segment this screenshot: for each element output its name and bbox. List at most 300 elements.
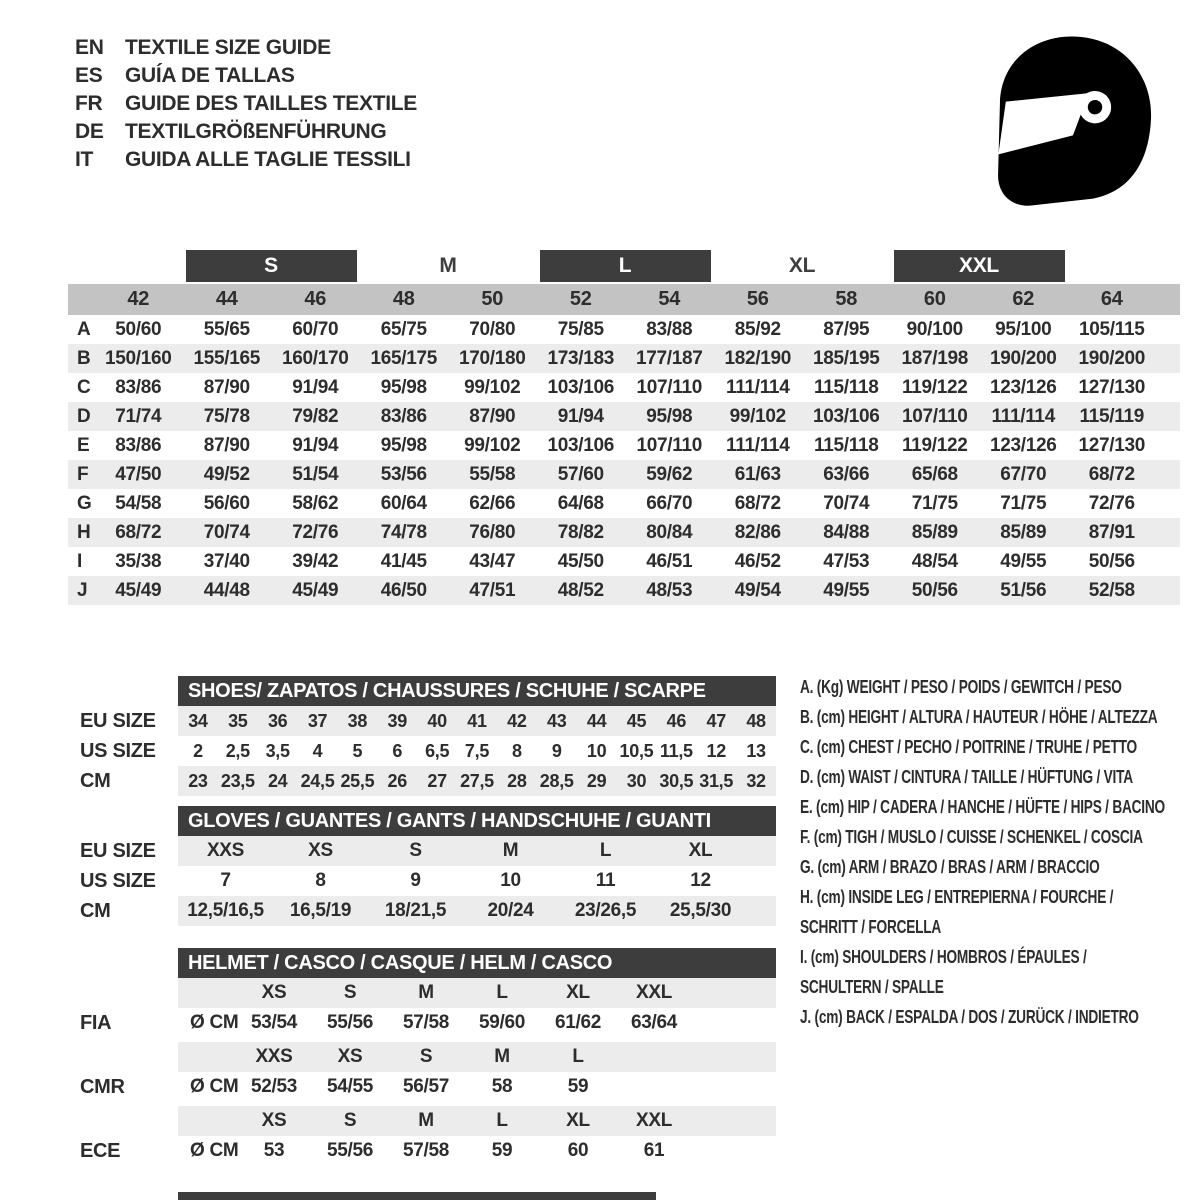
diameter-label: Ø CM (190, 1140, 239, 1161)
cell-value: 44 (586, 710, 607, 731)
size-value: 63/66 (823, 463, 870, 485)
row-letter: H (77, 521, 91, 543)
size-value: 79/82 (292, 405, 339, 427)
size-row-F (68, 460, 1180, 489)
size-value: 65/68 (911, 463, 958, 485)
size-value: 49/54 (734, 579, 781, 601)
cell-value: 28,5 (539, 770, 574, 791)
size-value: 190/200 (989, 347, 1057, 369)
size-value: 99/102 (729, 405, 786, 427)
size-value: 46/50 (380, 579, 427, 601)
size-value: 190/200 (1078, 347, 1146, 369)
size-row-I (68, 547, 1180, 576)
cell-value: 38 (347, 710, 368, 731)
helmet-values-row-cmr (80, 1072, 780, 1102)
helmet-title: HELMET / CASCO / CASQUE / HELM / CASCO (178, 948, 776, 978)
cell-value: 56/57 (402, 1076, 450, 1097)
gloves-row (80, 896, 780, 926)
size-column-header: 62 (1012, 288, 1035, 310)
cutoff-header-bar (178, 1192, 656, 1200)
helmet-size-header: XXS (255, 1046, 293, 1067)
size-value: 95/98 (380, 434, 427, 456)
cell-value: 39 (387, 710, 407, 731)
shoes-table (80, 676, 780, 796)
size-value: 85/89 (1000, 521, 1047, 543)
gloves-cells (178, 866, 776, 896)
size-value: 83/86 (115, 376, 162, 398)
size-value: 99/102 (464, 376, 521, 398)
cell-value: 63/64 (630, 1012, 678, 1033)
size-value: 64/68 (557, 492, 604, 514)
size-value: 48/52 (557, 579, 604, 601)
size-value: 115/118 (814, 434, 879, 456)
size-value: 78/82 (557, 521, 604, 543)
size-column-header: 54 (658, 288, 681, 310)
size-value: 46/51 (646, 550, 693, 572)
size-value: 123/126 (989, 376, 1057, 398)
cell-value: 28 (507, 770, 527, 791)
cell-value: 30 (626, 770, 647, 791)
cell-value: 23,5 (220, 770, 255, 791)
cell-value: 31,5 (699, 770, 734, 791)
size-value: 45/49 (292, 579, 339, 601)
size-value: 111/114 (726, 376, 790, 398)
size-value: 103/106 (812, 405, 880, 427)
language-title: TEXTILGRÖßENFÜHRUNG (125, 120, 387, 143)
cell-value: 41 (467, 710, 487, 731)
helmet-size-header: XL (566, 1110, 590, 1131)
cell-value: 30,5 (659, 770, 694, 791)
size-column-header: 46 (304, 288, 327, 310)
textile-size-table (68, 250, 1180, 605)
shoes-row (80, 736, 780, 766)
cell-value: 12 (706, 740, 726, 761)
size-value: 50/60 (115, 318, 162, 340)
size-row-B (68, 344, 1180, 373)
language-title: GUÍA DE TALLAS (125, 64, 295, 87)
cell-value: 6 (392, 740, 403, 761)
row-label: CM (80, 769, 111, 792)
row-label: US SIZE (80, 869, 156, 892)
helmet-values-row-fia (80, 1008, 780, 1038)
size-band-l: L (540, 250, 711, 282)
cell-value: 10 (586, 740, 607, 761)
cell-value: 6,5 (425, 740, 450, 761)
row-letter: E (77, 434, 90, 456)
size-value: 50/56 (911, 579, 958, 601)
language-code: FR (75, 92, 103, 115)
cell-value: 45 (626, 710, 647, 731)
size-value: 185/195 (812, 347, 880, 369)
helmet-size-header: L (496, 1110, 508, 1131)
size-value: 91/94 (292, 434, 339, 456)
helmet-size-table (80, 948, 780, 1166)
size-value: 48/54 (911, 550, 958, 572)
cell-value: 13 (746, 740, 766, 761)
row-letter: A (77, 318, 91, 340)
size-value: 165/175 (370, 347, 438, 369)
cell-value: 57/58 (402, 1140, 450, 1161)
size-value: 91/94 (557, 405, 604, 427)
size-value: 55/58 (469, 463, 516, 485)
size-band-row (68, 250, 1180, 282)
size-value: 83/88 (646, 318, 693, 340)
size-value: 115/118 (814, 376, 879, 398)
size-value: 91/94 (292, 376, 339, 398)
cell-value: 35 (228, 710, 248, 731)
legend-item-B: B. (cm) HEIGHT / ALTURA / HAUTEUR / HÖHE / ALTEZZA (800, 707, 1158, 727)
size-value: 62/66 (469, 492, 516, 514)
size-column-header: 48 (392, 288, 415, 310)
size-value: 67/70 (1000, 463, 1047, 485)
size-column-header: 50 (481, 288, 504, 310)
size-value: 54/58 (115, 492, 162, 514)
size-value: 61/63 (734, 463, 781, 485)
gloves-rows (80, 836, 780, 926)
legend-item-H-cont: SCHRITT / FORCELLA (800, 917, 942, 937)
size-value: 103/106 (547, 434, 615, 456)
cell-value: 8 (512, 740, 522, 761)
cell-value: 36 (267, 710, 288, 731)
size-row-A (68, 315, 1180, 344)
size-row-H (68, 518, 1180, 547)
size-value: 119/122 (901, 434, 968, 456)
helmet-size-header: M (418, 1110, 434, 1131)
size-value: 49/52 (203, 463, 250, 485)
size-value: 72/76 (292, 521, 339, 543)
size-value: 119/122 (901, 376, 968, 398)
size-value: 70/74 (203, 521, 250, 543)
size-value: 57/60 (557, 463, 604, 485)
helmet-size-header: M (418, 982, 434, 1003)
cell-value: 4 (312, 740, 323, 761)
gloves-title-row (80, 806, 780, 836)
standard-label: ECE (80, 1139, 121, 1162)
language-row (75, 146, 417, 174)
language-code: DE (75, 120, 104, 143)
helmet-size-header: XS (337, 1046, 363, 1067)
size-value: 95/98 (646, 405, 693, 427)
size-row-D (68, 402, 1180, 431)
size-value: 52/58 (1088, 579, 1135, 601)
cell-value: 2,5 (225, 740, 250, 761)
size-value: 87/90 (203, 376, 250, 398)
size-value: 111/114 (726, 434, 790, 456)
size-value: 87/90 (469, 405, 516, 427)
legend-item-J: J. (cm) BACK / ESPALDA / DOS / ZURÜCK / INDIETRO (800, 1007, 1139, 1027)
size-band-s: S (186, 250, 357, 282)
legend-item-H: H. (cm) INSIDE LEG / ENTREPIERNA / FOURCHE / (800, 887, 1114, 907)
size-column-header: 42 (127, 288, 150, 310)
size-value: 53/56 (380, 463, 427, 485)
shoes-row (80, 706, 780, 736)
cell-value: 12 (690, 870, 711, 891)
size-value: 115/119 (1079, 405, 1144, 427)
cell-value: 29 (586, 770, 607, 791)
size-value: 71/75 (1000, 492, 1047, 514)
size-value: 87/91 (1088, 521, 1135, 543)
size-value: 177/187 (635, 347, 703, 369)
size-value: 150/160 (104, 347, 172, 369)
cell-value: 3,5 (265, 740, 290, 761)
size-value: 76/80 (469, 521, 516, 543)
helmet-rows (80, 978, 780, 1166)
cell-value: 59 (491, 1140, 513, 1161)
size-row-J (68, 576, 1180, 605)
cell-value: 27 (427, 770, 447, 791)
gloves-cells (178, 896, 776, 926)
size-value: 72/76 (1088, 492, 1135, 514)
standard-label: FIA (80, 1011, 112, 1034)
shoes-cells (178, 736, 776, 766)
language-code: EN (75, 36, 104, 59)
cell-value: 57/58 (402, 1012, 450, 1033)
helmet-size-header: XXL (635, 982, 673, 1003)
cell-value: 43 (547, 710, 567, 731)
size-value: 48/53 (646, 579, 693, 601)
legend-item-I: I. (cm) SHOULDERS / HOMBROS / ÉPAULES / (800, 947, 1087, 967)
cell-value: 26 (387, 770, 407, 791)
size-value: 47/50 (115, 463, 162, 485)
cell-value: 9 (551, 740, 562, 761)
legend-item-D: D. (cm) WAIST / CINTURA / TAILLE / HÜFTUNG / VITA (800, 767, 1133, 787)
size-value: 173/183 (547, 347, 615, 369)
cell-value: L (599, 840, 612, 861)
size-row-C (68, 373, 1180, 402)
cell-value: 18/21,5 (384, 900, 447, 921)
size-value: 65/75 (380, 318, 427, 340)
row-letter: I (77, 550, 82, 572)
size-value: 170/180 (458, 347, 526, 369)
gloves-table (80, 806, 780, 926)
size-value: 99/102 (464, 434, 521, 456)
helmet-size-header: S (343, 982, 357, 1003)
size-value: 75/85 (557, 318, 604, 340)
size-value: 45/49 (115, 579, 162, 601)
row-letter: J (77, 579, 88, 601)
cell-value: M (502, 840, 519, 861)
helmet-size-header: XS (261, 982, 287, 1003)
cell-value: XL (688, 840, 713, 861)
helmet-title-row (80, 948, 780, 978)
helmet-value-cells (178, 1008, 776, 1038)
size-value: 87/95 (823, 318, 870, 340)
size-value: 71/74 (115, 405, 162, 427)
gloves-row (80, 866, 780, 896)
cell-value: 5 (352, 740, 363, 761)
language-row (75, 118, 417, 146)
size-value: 56/60 (203, 492, 250, 514)
language-code: IT (75, 148, 94, 171)
language-title: GUIDE DES TAILLES TEXTILE (125, 92, 417, 115)
cell-value: 11 (595, 870, 616, 891)
size-value: 85/89 (911, 521, 958, 543)
cell-value: 8 (315, 870, 326, 891)
cell-value: 27,5 (460, 770, 494, 791)
helmet-size-header: L (496, 982, 508, 1003)
cell-value: 61 (643, 1140, 665, 1161)
size-value: 187/198 (901, 347, 969, 369)
legend-item-A: A. (Kg) WEIGHT / PESO / POIDS / GEWITCH / PESO (800, 677, 1122, 697)
cell-value: 58 (491, 1076, 513, 1097)
size-value: 87/90 (203, 434, 250, 456)
size-band-m: M (439, 254, 457, 277)
size-value: 35/38 (115, 550, 162, 572)
cell-value: 46 (666, 710, 687, 731)
helmet-values-row-ece (80, 1136, 780, 1166)
cell-value: 54/55 (326, 1076, 374, 1097)
cell-value: 47 (706, 710, 726, 731)
size-value: 43/47 (469, 550, 516, 572)
standard-label: CMR (80, 1075, 125, 1098)
cell-value: 61/62 (554, 1012, 602, 1033)
size-number-row (68, 284, 1180, 315)
size-value: 60/64 (380, 492, 427, 514)
row-letter: G (77, 492, 92, 514)
cell-value: 25,5/30 (669, 900, 732, 921)
size-value: 83/86 (115, 434, 162, 456)
size-value: 90/100 (906, 318, 963, 340)
row-label: US SIZE (80, 739, 156, 762)
size-value: 51/56 (1000, 579, 1047, 601)
size-value: 84/88 (823, 521, 870, 543)
size-value: 44/48 (203, 579, 250, 601)
helmet-size-cells (178, 978, 776, 1008)
cell-value: 10 (500, 870, 521, 891)
size-column-header: 52 (569, 288, 592, 310)
row-label: CM (80, 899, 111, 922)
size-value: 127/130 (1078, 376, 1146, 398)
language-row (75, 34, 417, 62)
size-value: 45/50 (557, 550, 604, 572)
helmet-size-header: M (494, 1046, 510, 1067)
size-value: 111/114 (991, 405, 1055, 427)
size-row-E (68, 431, 1180, 460)
legend-item-I-cont: SCHULTERN / SPALLE (800, 977, 944, 997)
size-value: 47/53 (823, 550, 870, 572)
cell-value: 7,5 (464, 740, 490, 761)
cell-value: 53/54 (250, 1012, 298, 1033)
size-value: 74/78 (380, 521, 427, 543)
size-value: 107/110 (636, 434, 703, 456)
cell-value: 60 (567, 1140, 589, 1161)
language-title: GUIDA ALLE TAGLIE TESSILI (125, 148, 411, 171)
size-value: 107/110 (636, 376, 703, 398)
size-row-G (68, 489, 1180, 518)
helmet-value-cells (178, 1072, 776, 1102)
size-band-xl: XL (788, 254, 816, 277)
cell-value: 37 (307, 710, 328, 731)
row-letter: D (77, 405, 91, 427)
cell-value: 2 (193, 740, 203, 761)
size-value: 59/62 (646, 463, 693, 485)
language-list (75, 34, 417, 174)
cell-value: 12,5/16,5 (187, 900, 264, 921)
size-value: 49/55 (1000, 550, 1047, 572)
racing-helmet-icon (968, 26, 1158, 216)
size-value: 46/52 (734, 550, 781, 572)
size-value: 70/74 (823, 492, 870, 514)
size-value: 49/55 (823, 579, 870, 601)
helmet-size-cells (178, 1106, 776, 1136)
size-value: 47/51 (469, 579, 516, 601)
shoes-title: SHOES/ ZAPATOS / CHAUSSURES / SCHUHE / SCARPE (178, 676, 776, 706)
helmet-sizes-row-fia (80, 978, 780, 1008)
size-value: 50/56 (1088, 550, 1135, 572)
size-value: 82/86 (734, 521, 781, 543)
cell-value: 23/26,5 (574, 900, 637, 921)
helmet-sizes-row-cmr (80, 1042, 780, 1072)
language-row (75, 90, 417, 118)
size-value: 66/70 (646, 492, 693, 514)
helmet-size-header: S (343, 1110, 357, 1131)
row-letter: C (77, 376, 91, 398)
row-letter: F (77, 463, 89, 485)
cell-value: 23 (188, 770, 208, 791)
cell-value: 55/56 (326, 1140, 374, 1161)
cell-value: 59/60 (478, 1012, 526, 1033)
size-value: 83/86 (380, 405, 427, 427)
cell-value: 10,5 (619, 740, 654, 761)
cell-value: 42 (507, 710, 527, 731)
shoes-title-row (80, 676, 780, 706)
size-value: 68/72 (1088, 463, 1135, 485)
cell-value: XXS (206, 840, 245, 861)
cell-value: 24 (267, 770, 288, 791)
size-value: 51/54 (292, 463, 339, 485)
size-column-header: 64 (1100, 288, 1123, 310)
cell-value: 53 (263, 1140, 285, 1161)
gloves-row (80, 836, 780, 866)
size-value: 95/98 (380, 376, 427, 398)
helmet-value-cells (178, 1136, 776, 1166)
measurement-legend (800, 672, 1198, 1032)
shoes-rows (80, 706, 780, 796)
size-value: 85/92 (734, 318, 781, 340)
row-letter: B (77, 347, 91, 369)
cell-value: 25,5 (340, 770, 375, 791)
gloves-cells (178, 836, 776, 866)
cell-value: 40 (427, 710, 447, 731)
size-value: 75/78 (203, 405, 250, 427)
helmet-size-header: XXL (635, 1110, 673, 1131)
shoes-cells (178, 706, 776, 736)
language-code: ES (75, 64, 103, 87)
size-value: 58/62 (292, 492, 339, 514)
legend-item-F: F. (cm) TIGH / MUSLO / CUISSE / SCHENKEL / COSCIA (800, 827, 1143, 847)
size-column-header: 58 (835, 288, 858, 310)
size-value: 71/75 (911, 492, 958, 514)
helmet-size-header: XL (566, 982, 590, 1003)
cell-value: 59 (567, 1076, 589, 1097)
cell-value: 24,5 (300, 770, 335, 791)
size-value: 60/70 (292, 318, 339, 340)
size-column-header: 56 (746, 288, 769, 310)
helmet-sizes-row-ece (80, 1106, 780, 1136)
row-label: EU SIZE (80, 709, 156, 732)
size-value: 103/106 (547, 376, 615, 398)
size-value: 123/126 (989, 434, 1057, 456)
diameter-label: Ø CM (190, 1012, 239, 1033)
helmet-size-header: L (572, 1046, 584, 1067)
helmet-size-header: S (419, 1046, 433, 1067)
language-row (75, 62, 417, 90)
cell-value: 20/24 (487, 900, 534, 921)
size-value: 127/130 (1078, 434, 1146, 456)
size-value: 55/65 (203, 318, 250, 340)
size-value: 95/100 (995, 318, 1052, 340)
size-value: 107/110 (901, 405, 968, 427)
